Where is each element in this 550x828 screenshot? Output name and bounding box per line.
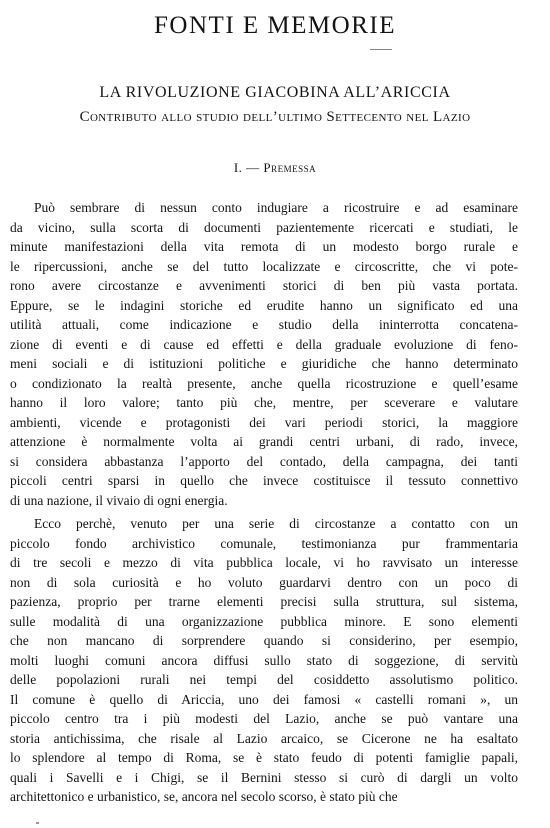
section-heading: [0, 160, 550, 176]
text-line: Ecco perchè, venuto per una serie di circostanze a contatto con un: [34, 516, 518, 531]
text-line: Il comune è quello di Ariccia, uno dei famosi « castelli romani », un: [10, 691, 518, 707]
text-line: si considera abbastanza l’apporto del contado, della campagna, dei tanti: [10, 453, 518, 469]
article-title: LA RIVOLUZIONE GIACOBINA ALL’ARICCIA: [99, 84, 451, 101]
text-line: Eppure, se le indagini storiche ed erudite hanno un significato ed una: [10, 297, 518, 313]
text-line: utilità attuali, come indicazione e studio della ininterrotta concatena-: [10, 317, 518, 332]
text-line: hanno il loro valore; tanto più che, mentre, per sceverare e valutare: [10, 395, 518, 410]
text-line: meni sociali e di istituzioni politiche e giuridiche che hanno determinato: [10, 356, 518, 371]
text-line: zione di eventi e di cause ed effetti e della graduale evoluzione di feno-: [10, 336, 518, 352]
text-line: storia antichissima, che risale al Lazio arcaico, se Cicerone ne ha esaltato: [10, 730, 518, 746]
text-line: quali i Savelli e i Chigi, se il Bernini stesso si curò di dargli un volto: [10, 769, 518, 785]
text-line: piccoli centri sparsi in quello che invece costituisce il tessuto connettivo: [10, 473, 518, 488]
text-line: di una nazione, il vivaio di ogni energia.: [10, 492, 228, 508]
text-line: che non mancano di sorprendere quando si considerino, per esempio,: [10, 633, 518, 648]
text-line: pazienza, proprio per trarne elementi precisi sulla struttura, sul sistema,: [10, 594, 518, 609]
text-line: Può sembrare di nessun conto indugiare a ricostruire e ad esaminare: [34, 200, 518, 215]
text-line: lo splendore al tempo di Roma, se è stato feudo di potenti famiglie papali,: [10, 750, 518, 765]
text-line: piccolo fondo archivistico comunale, testimonianza pur frammentaria: [10, 535, 518, 551]
section-number: I. —: [233, 160, 260, 175]
text-line: non di sola curiosità e ho voluto guardarvi dentro con un poco di: [10, 574, 518, 590]
paragraph: [10, 198, 518, 510]
text-line: minute manifestazioni della vita remota di un modesto borgo rurale e: [10, 239, 518, 254]
text-line: molti luoghi comuni ancora diffusi sullo stato di soggezione, di servitù: [10, 652, 518, 668]
article-subtitle: Contributo allo studio dell’ultimo Settecento nel Lazio: [79, 109, 471, 125]
text-line: da vicino, sulla scorta di documenti pazientemente ricercati e studiati, le: [10, 219, 518, 235]
text-line: attenzione è normalmente volta ai grandi centri urbani, di rado, invece,: [10, 434, 518, 449]
section-title: FONTI E MEMORIE: [154, 12, 396, 39]
section-title-premessa: Premessa: [263, 160, 317, 175]
text-line: le ripercussioni, anche se del tutto localizzate e circoscritte, che vi pote-: [10, 258, 518, 274]
text-line: o condizionato la realtà presente, anche quella ricostruzione e quell’esame: [10, 375, 518, 391]
text-line: rono avere circostanze e avvenimenti storici di ben più vasta portata.: [10, 278, 518, 293]
body-text: [10, 198, 518, 807]
title-underline-mark: [370, 49, 392, 50]
text-line: sulle modalità di una organizzazione pubblica minore. E sono elementi: [10, 613, 518, 629]
text-line: architettonico e urbanistico, se, ancora nel secolo scorso, è stato più che: [10, 789, 398, 804]
text-line: ambienti, vicende e protagonisti dei vari periodi storici, la maggiore: [10, 414, 518, 430]
text-line: di tre secoli e mezzo di vita pubblica locale, vi ho ravvisato un interesse: [10, 555, 518, 570]
scan-speck: [36, 822, 39, 824]
paragraph: [10, 514, 518, 807]
text-line: piccolo centro tra i più modesti del Lazio, anche se può vantare una: [10, 711, 518, 726]
text-line: delle popolazioni rurali nei tempi del cosiddetto assolutismo politico.: [10, 672, 518, 687]
